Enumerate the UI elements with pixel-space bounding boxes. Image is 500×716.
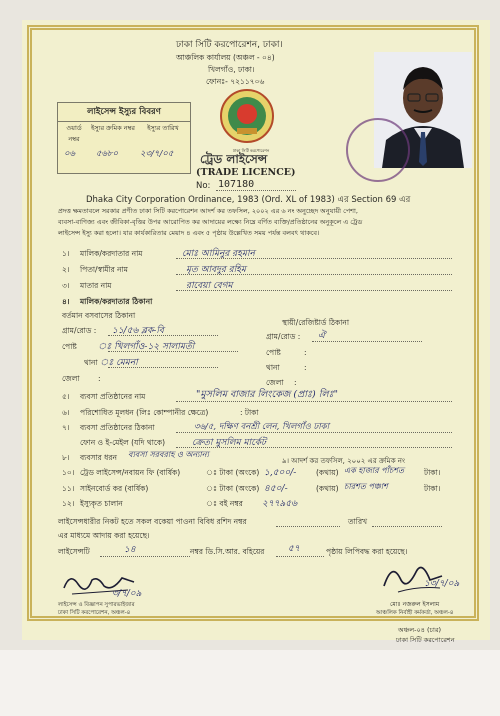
left-signature-date: ৩/৭/০৯ (112, 589, 142, 599)
field-5-label: ব্যবসা প্রতিষ্ঠানের নাম (80, 392, 146, 401)
issue-box-title: লাইসেন্স ইস্যুর বিবরণ (58, 103, 190, 122)
field-10-taka: টাকা। (424, 468, 441, 477)
licence-number: 107180 (218, 179, 255, 190)
recorded-label: লাইসেন্সটি (58, 547, 90, 556)
village-line-2 (312, 341, 422, 342)
thana-value-1: ঃ মেমনা (100, 358, 138, 368)
field-11-taka: টাকা। (424, 484, 441, 493)
thana-value-2: : (304, 363, 307, 372)
field-5-num: ৫। (62, 392, 70, 401)
issue-details-box (57, 102, 191, 174)
post-value-1: ঃ খিলগাঁও-১২ সালামতী (98, 342, 195, 352)
field-2-label: পিতা/স্বামীর নাম (80, 265, 128, 274)
date-header: ইস্যুর তারিখ (147, 124, 179, 132)
post-label-2: পোষ্ট (266, 348, 281, 357)
licence-fee-amount: ১,৫০০/- (264, 468, 297, 478)
field-12-num: ১২। (62, 499, 75, 508)
phone-email-value: ক্রেতা মুসলিম মার্কেট (192, 438, 266, 448)
thana-label-2: থানা (266, 363, 280, 372)
book-number-value: ২৭৭৯৫৬ (262, 499, 298, 509)
ordinance-line-1: Dhaka City Corporation Ordinance, 1983 (Ord. XL of 1983) এর Section 69 এর (86, 195, 411, 205)
paid-capital-value: : টাকা (240, 408, 259, 417)
licence-title-en: (TRADE LICENCE) (196, 167, 296, 178)
serial-header: ইস্যুর ক্রমিক নম্বর (90, 124, 135, 132)
dcr-book-label: নম্বর ডি.সি.আর. বহিয়ের (190, 547, 265, 556)
field-3-label: মাতার নাম (80, 281, 112, 290)
recorded-line (100, 556, 190, 557)
business-type-value: ব্যবসা সরবরাহ ও অন্যান্য (128, 450, 209, 459)
field-7-num: ৭। (62, 423, 70, 432)
ward-header: ওয়ার্ড নম্বর (66, 124, 82, 143)
zila-value-2: : (294, 378, 297, 387)
collected-statement: এর মাধ্যমে আদায় করা হয়েছে। (58, 531, 150, 540)
field-3-line (176, 290, 452, 291)
left-signatory-role: লাইসেন্স ও বিজ্ঞাপন সুপারভাইজার (58, 602, 135, 608)
zila-value-1: : (98, 374, 101, 383)
header-org: ঢাকা সিটি করপোরেশন, ঢাকা। (176, 40, 283, 50)
field-11-num: ১১। (62, 484, 75, 493)
field-11-word-label: (কথায়) (316, 484, 339, 493)
tax-schedule-label: ৯। আদর্শ কর তফসিল, ২০০২ এর ক্রমিক নং (282, 457, 406, 465)
field-4-label: মালিক/করদাতার ঠিকানা (80, 297, 153, 306)
dcr-page-number: ৫৭ (288, 544, 300, 554)
licence-fee-words: এক হাজার পাঁচশত (344, 466, 404, 475)
zila-label-1: জেলা (62, 374, 80, 383)
dues-date-label: তারিখ (348, 517, 367, 526)
ordinance-line-4: লাইসেন্স ইস্যু করা হলো। যার কার্যকারিতার মেয়াদ ৪ এবং ৫ পৃষ্ঠায় উল্লেখিত সময় পর্যন্ত বলবৎ থাকবে। (58, 229, 320, 237)
right-signatory-name: মোঃ নজরুল ইসলাম (390, 601, 440, 608)
owner-name-value: মোঃ আমিনুর রহমান (182, 249, 255, 259)
right-signatory-role: আঞ্চলিক নির্বাহী কর্মকর্তা, অঞ্চল-৪ (376, 610, 454, 616)
book-number-label: ঃ বই নম্বর (206, 499, 243, 508)
field-10-label: ট্রেড লাইসেন্স/নবায়ন ফি (বার্ষিক) (80, 468, 181, 477)
field-7-line (176, 432, 452, 433)
field-1-label: মালিক/করদাতার নাম (80, 249, 143, 258)
ward-value: ০৬ (64, 149, 76, 159)
phone-line (176, 447, 452, 448)
licence-title-bn: ট্রেড লাইসেন্স (200, 152, 268, 166)
field-10-num: ১০। (62, 468, 75, 477)
photo-stamp (346, 118, 410, 182)
permanent-address-heading: স্থায়ী/রেজিষ্টার্ড ঠিকানা (282, 318, 350, 327)
field-8-label: ব্যবসার ধরন (80, 453, 117, 462)
header-location: খিলগাঁও, ঢাকা। (208, 65, 255, 74)
field-6-num: ৬। (62, 408, 70, 417)
zila-label-2: জেলা (266, 378, 284, 387)
licence-no-label: No: (196, 181, 211, 191)
licence-no-line (216, 190, 296, 191)
present-address-heading: বর্তমান বসবাসের ঠিকানা (62, 311, 136, 320)
field-6-label: পরিশোধিত মূলধন (লিঃ কোম্পানীর ক্ষেত্রে) (80, 408, 209, 417)
dues-statement: লাইসেন্সধারীর নিকট হতে সকল বকেয়া পাওনা বিবিধ রশিদ নম্বর (58, 517, 247, 526)
field-4-num: ৪। (62, 297, 70, 306)
post-line-1 (108, 351, 238, 352)
field-2-line (176, 274, 452, 275)
page-margin (0, 650, 500, 716)
recorded-number: ১৪ (124, 545, 136, 555)
field-3-num: ৩। (62, 281, 70, 290)
left-signatory-office: ঢাকা সিটি করপোরেশন, অঞ্চল-৪ (58, 610, 131, 616)
field-1-num: ১। (62, 249, 70, 258)
field-10-word-label: (কথায়) (316, 468, 339, 477)
field-10-taka-label: ঃ টাকা (অংকে) (206, 468, 260, 477)
father-name-value: মৃত আবদুর রহিম (186, 265, 246, 275)
village-label-2: গ্রাম/রোড : (266, 332, 301, 341)
dcc-seal-icon (219, 88, 275, 144)
field-8-num: ৮। (62, 453, 70, 462)
serial-value: ৫৬৮০ (96, 149, 119, 159)
thana-label-1: থানা (84, 358, 98, 367)
field-1-line (176, 258, 452, 259)
dues-date-line (372, 526, 442, 527)
header-phone: ফোনঃ- ৭২১১৭০৬ (206, 77, 265, 86)
receipt-line (276, 526, 340, 527)
field-7-label: ব্যবসা প্রতিষ্ঠানের ঠিকানা (80, 423, 155, 432)
ordinance-line-2: প্রদত্ত ক্ষমতাবলে সরকার প্রণীত ঢাকা সিটি করপোরেশন আদর্শ কর তফসিল, ২০০২ এর ৬ নং অনুচ্ছেদ অনুযায়ী পেশা, (58, 207, 358, 215)
village-value-1: ১১/৫৬ ব্লক-বি (112, 326, 164, 336)
seal-caption: ঢাকা সিটি করপোরেশন (233, 148, 270, 153)
village-label-1: গ্রাম/রোড : (62, 326, 97, 335)
date-value: ২৩/৭/০৫ (140, 149, 174, 159)
field-2-num: ২। (62, 265, 70, 274)
business-name-value: "মুসলিম বাজার লিংকেজ (প্রাঃ) লিঃ" (196, 389, 338, 400)
recorded-page-statement: পৃষ্ঠায় লিপিবদ্ধ করা হয়েছে। (326, 547, 408, 556)
post-value-2: : (304, 348, 307, 357)
business-address-value: ৩৬/৫, দক্ষিণ বনশ্রী লেন, খিলগাঁও ঢাকা (194, 422, 330, 432)
dcr-line (276, 556, 324, 557)
village-line-1 (108, 335, 218, 336)
signboard-tax-words: চারশত পঞ্চাশ (344, 482, 388, 491)
page-footer-org: ঢাকা সিটি করপোরেশন (396, 636, 455, 644)
page-footer-zone: অঞ্চল-০৪ (চার) (398, 626, 442, 634)
phone-email-label: ফোন ও ই-মেইল (যদি থাকে) (80, 438, 166, 447)
field-11-label: সাইনবোর্ড কর (বার্ষিক) (80, 484, 149, 493)
ordinance-line-3: ব্যবসা-বাণিজ্য এবং জীবিকা-বৃত্তির উপর আরোপিত কর আদায়ের লক্ষ্যে নিম্নে বর্ণিত ব্যক্তি/প্রতিষ্ঠানের অনুকূলে এ ট্রেড (58, 218, 363, 226)
mother-name-value: রাবেয়া বেগম (186, 281, 233, 291)
field-12-label: ইস্যুকৃত চালান (80, 499, 123, 508)
signboard-tax-amount: ৪৫০/- (264, 484, 288, 494)
header-office: আঞ্চলিক কার্যালয় (অঞ্চল - ০৪) (176, 53, 275, 62)
post-label-1: পোষ্ট (62, 342, 77, 351)
field-11-taka-label: ঃ টাকা (অংকে) (206, 484, 260, 493)
village-value-2: ঐ (318, 331, 326, 341)
field-5-line (176, 401, 452, 402)
right-signature-date: ১৩/৭/০৯ (424, 579, 460, 589)
thana-line-1 (108, 367, 218, 368)
